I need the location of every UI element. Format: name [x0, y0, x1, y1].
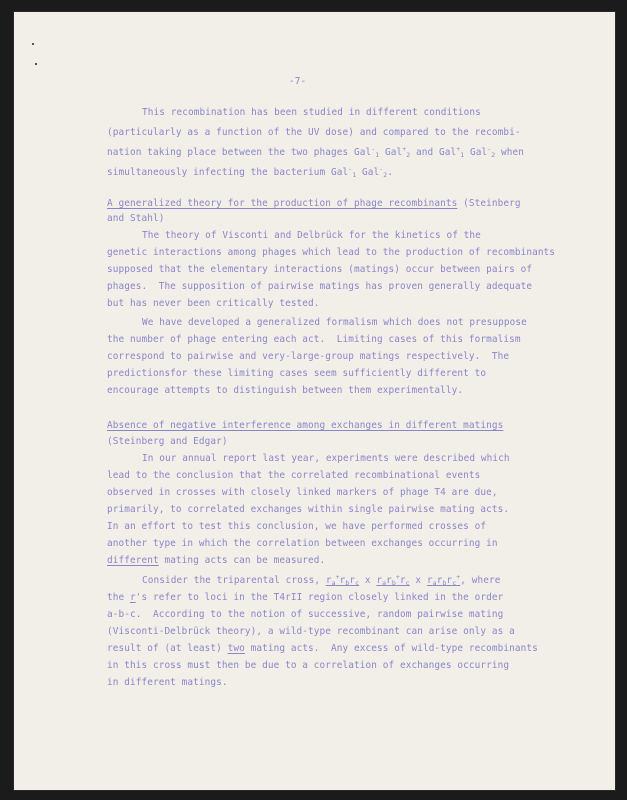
text-line: phages. The supposition of pairwise matings has proven generally adequate: [107, 281, 533, 292]
text-line: We have developed a generalized formalism which does not presuppose: [142, 317, 527, 328]
section-heading: Absence of negative interference among exchanges in different matings: [107, 420, 504, 431]
text-line: primarily, to correlated exchanges within single pairwise mating acts.: [107, 504, 510, 515]
text-line: (particularly as a function of the UV dose) and compared to the recombi-: [107, 127, 521, 138]
text-line: supposed that the elementary interactions (matings) occur between pairs of: [107, 264, 533, 275]
text-line: observed in crosses with closely linked markers of phage T4 are due,: [107, 487, 498, 498]
text-line: another type in which the correlation between exchanges occurring in: [107, 538, 498, 549]
text-line: different mating acts can be measured.: [107, 555, 326, 566]
text-line: result of (at least) two mating acts. Any excess of wild-type recombinants: [107, 643, 538, 654]
text-line: nation taking place between the two phages Gal-$_1$ Gal+$_2$ and Gal+$_1$ Gal-$_2$ when: [107, 145, 525, 159]
text-line: a-b-c. According to the notion of successive, random pairwise mating: [107, 609, 504, 620]
text-line: The theory of Visconti and Delbrück for the kinetics of the: [142, 230, 481, 241]
text-line: encourage attempts to distinguish between them experimentally.: [107, 385, 464, 396]
text-line: and Stahl): [107, 213, 165, 224]
text-line: This recombination has been studied in different conditions: [142, 107, 481, 118]
page-number: -7-: [289, 76, 307, 87]
text-line: In our annual report last year, experiments were described which: [142, 453, 510, 464]
text-line: lead to the conclusion that the correlated recombinational events: [107, 470, 481, 481]
text-line: the number of phage entering each act. Limiting cases of this formalism: [107, 334, 521, 345]
text-line: In an effort to test this conclusion, we have performed crosses of: [107, 521, 487, 532]
text-line: but has never been critically tested.: [107, 298, 320, 309]
text-line: in different matings.: [107, 677, 228, 688]
text-line: genetic interactions among phages which lead to the production of recombinants: [107, 247, 556, 258]
text-line: correspond to pairwise and very-large-group matings respectively. The: [107, 351, 510, 362]
text-line: in this cross must then be due to a correlation of exchanges occurring: [107, 660, 510, 671]
text-line: (Steinberg and Edgar): [107, 436, 228, 447]
text-line: (Visconti-Delbrück theory), a wild-type recombinant can arise only as a: [107, 626, 515, 637]
document-page: [14, 12, 615, 790]
text-line: predictionsfor these limiting cases seem sufficiently different to: [107, 368, 487, 379]
text-line: simultaneously infecting the bacterium Gal-$_1$ Gal-$_2$.: [107, 165, 394, 179]
genotype-2: $r_ar_b^+r_c$: [376, 573, 410, 587]
section-heading: A generalized theory for the production of phage recombinants (Steinberg: [107, 198, 521, 209]
typed-text: [14, 12, 615, 790]
genotype-1: $r_a^+r_br_c$: [325, 573, 360, 587]
genotype-3: $r_ar_br_c^+$: [426, 573, 461, 587]
text-line: the r's refer to loci in the T4rII region closely linked in the order: [107, 592, 504, 603]
text-line: Consider the triparental cross, $r_a^+r_br_c$ x $r_ar_b^+r_c$ x $r_ar_br_c^+$, where: [142, 573, 501, 587]
